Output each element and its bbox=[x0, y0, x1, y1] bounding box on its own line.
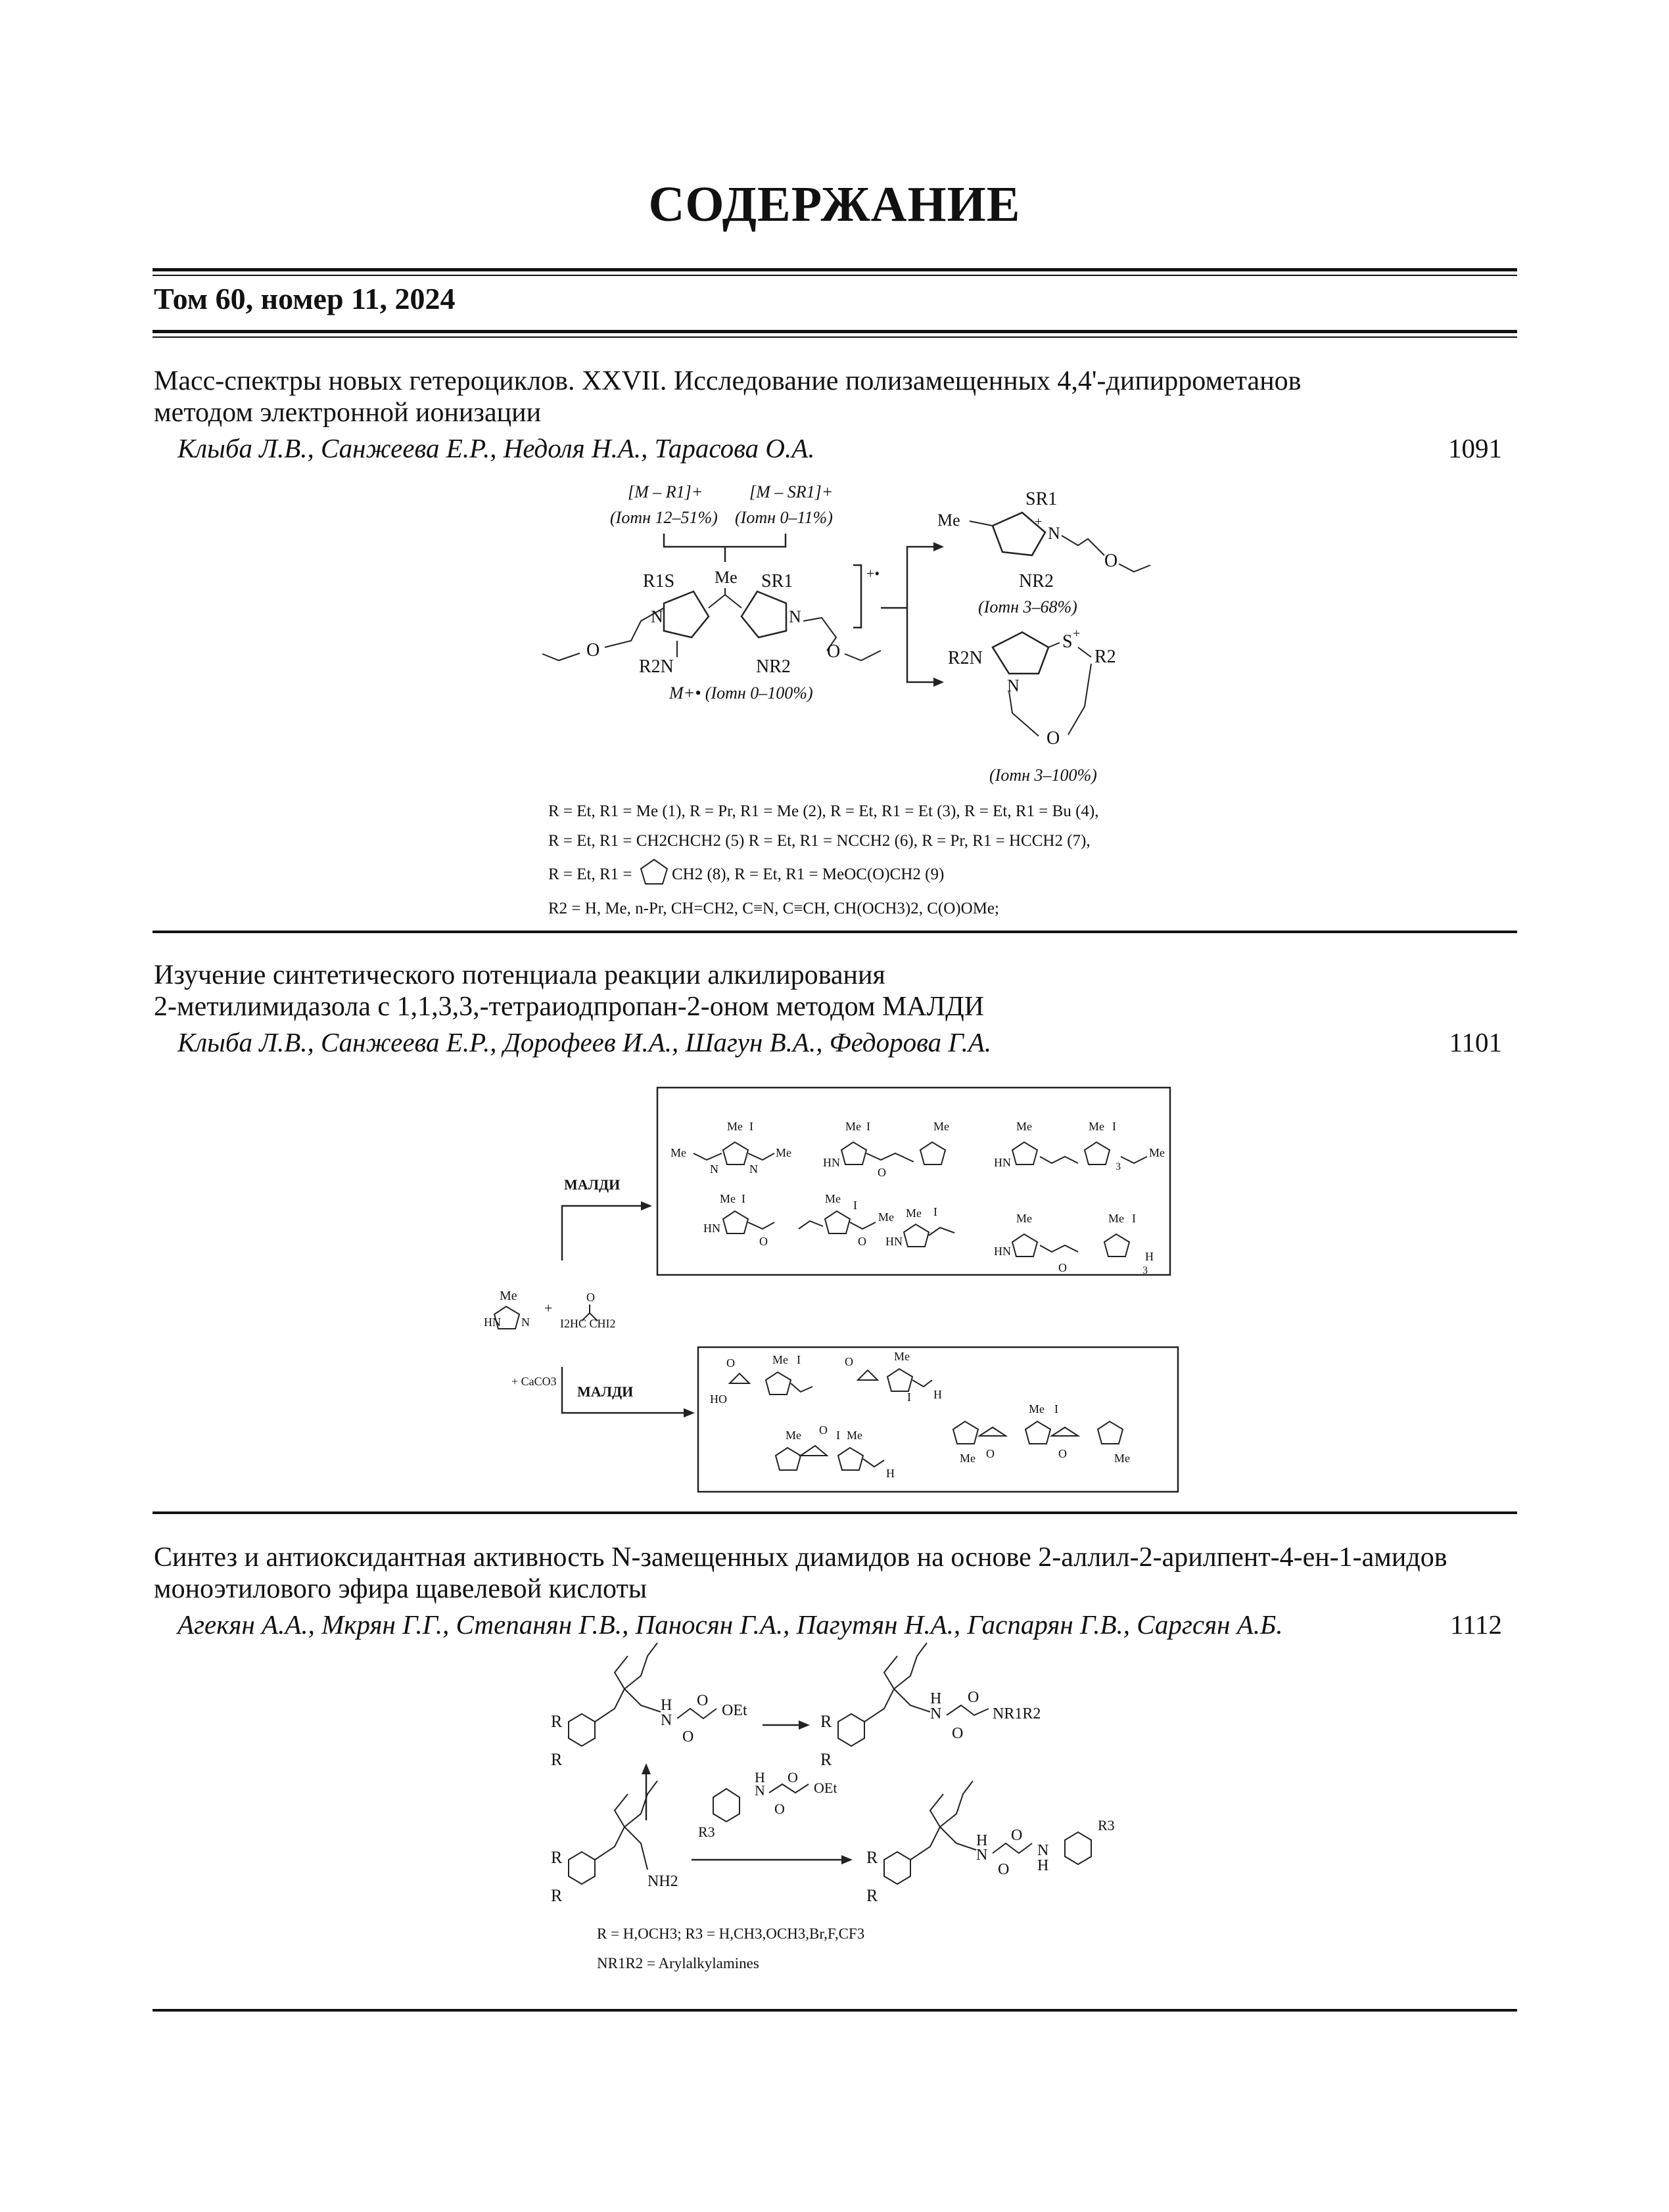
svg-text:HN: HN bbox=[994, 1156, 1011, 1169]
svg-text:Me: Me bbox=[1016, 1212, 1032, 1225]
svg-text:O: O bbox=[697, 1692, 709, 1709]
svg-text:I: I bbox=[1112, 1120, 1116, 1133]
arrow-head bbox=[841, 1855, 853, 1864]
svg-text:HN: HN bbox=[885, 1235, 903, 1248]
svg-text:HN: HN bbox=[823, 1156, 840, 1169]
svg-text:I: I bbox=[749, 1120, 753, 1133]
svg-text:O: O bbox=[986, 1447, 995, 1460]
article-authors: Клыба Л.В., Санжеева Е.Р., Дорофеев И.А., Шагун В.А., Федорова Г.А. bbox=[177, 1027, 992, 1057]
legend-line: NR1R2 = Arylalkylamines bbox=[597, 1955, 759, 1971]
svg-text:I: I bbox=[1132, 1212, 1136, 1225]
sr1-label: SR1 bbox=[761, 571, 793, 591]
o-label: O bbox=[1104, 551, 1118, 571]
ion2-intensity: (Iотн 0–11%) bbox=[735, 508, 833, 527]
svg-text:R: R bbox=[551, 1848, 563, 1867]
me-bridge-label: Me bbox=[715, 568, 738, 587]
n-label: N bbox=[521, 1316, 530, 1329]
svg-text:N: N bbox=[749, 1163, 758, 1176]
article-title-line: Масс-спектры новых гетероциклов. XXVII. Исследование полизамещенных 4,4'-дипиррометанов bbox=[154, 366, 1302, 396]
svg-text:Me: Me bbox=[1089, 1120, 1104, 1133]
legend-line: R = Et, R1 = bbox=[548, 865, 632, 883]
svg-text:O: O bbox=[819, 1423, 828, 1437]
svg-text:O: O bbox=[682, 1728, 694, 1745]
svg-text:O: O bbox=[998, 1861, 1010, 1878]
svg-text:O: O bbox=[787, 1769, 798, 1786]
svg-text:N: N bbox=[1037, 1842, 1049, 1859]
svg-text:R: R bbox=[551, 1750, 563, 1769]
svg-text:I: I bbox=[1054, 1402, 1058, 1416]
page-title: СОДЕРЖАНИЕ bbox=[648, 177, 1021, 232]
svg-text:Me: Me bbox=[825, 1192, 841, 1205]
svg-text:Me: Me bbox=[720, 1192, 736, 1205]
svg-text:H: H bbox=[1145, 1250, 1154, 1263]
svg-text:Me: Me bbox=[960, 1452, 976, 1465]
article-authors: Агекян А.А., Мкрян Г.Г., Степанян Г.В., Паносян Г.А., Пагутян Н.А., Гаспарян Г.В., Саргсян А.Б. bbox=[177, 1609, 1283, 1640]
svg-text:NH2: NH2 bbox=[647, 1873, 678, 1890]
svg-text:3: 3 bbox=[1116, 1161, 1121, 1172]
svg-text:H: H bbox=[933, 1388, 942, 1401]
hn-label: HN bbox=[484, 1316, 501, 1329]
maldi-label: МАЛДИ bbox=[564, 1176, 621, 1193]
svg-text:N: N bbox=[661, 1712, 672, 1729]
radical-cation-sign: +• bbox=[866, 565, 880, 582]
svg-text:O: O bbox=[1058, 1261, 1067, 1274]
svg-text:R3: R3 bbox=[698, 1824, 715, 1840]
svg-text:I: I bbox=[907, 1391, 911, 1404]
svg-text:Me: Me bbox=[878, 1210, 894, 1224]
svg-text:I: I bbox=[853, 1199, 857, 1212]
s-label: S bbox=[1062, 632, 1073, 652]
nr2-label: NR2 bbox=[1019, 571, 1054, 591]
legend-line: R2 = H, Me, n-Pr, CH=CH2, C≡N, C≡CH, CH(OCH3)2, C(O)OMe; bbox=[548, 900, 999, 917]
maldi-label: МАЛДИ bbox=[577, 1383, 634, 1400]
me-label: Me bbox=[937, 511, 960, 530]
r2n-label: R2N bbox=[639, 657, 674, 677]
legend-line: CH2 (8), R = Et, R1 = MeOC(O)CH2 (9) bbox=[672, 865, 945, 883]
svg-text:R: R bbox=[551, 1712, 563, 1731]
svg-text:H: H bbox=[661, 1697, 672, 1714]
svg-text:Me: Me bbox=[894, 1350, 910, 1363]
svg-text:I: I bbox=[836, 1429, 840, 1442]
svg-text:Me: Me bbox=[847, 1429, 862, 1442]
svg-text:R: R bbox=[820, 1750, 832, 1769]
svg-text:3: 3 bbox=[1142, 1265, 1148, 1276]
svg-text:I: I bbox=[741, 1192, 745, 1205]
svg-text:Me: Me bbox=[1149, 1146, 1165, 1159]
article-title-line: 2-метилимидазола с 1,1,3,3,-тетраиодпропан-2-оном методом МАЛДИ bbox=[154, 992, 985, 1022]
issue-heading: Том 60, номер 11, 2024 bbox=[154, 282, 456, 315]
svg-text:Me: Me bbox=[670, 1146, 686, 1159]
article-page-number[interactable]: 1101 bbox=[1449, 1027, 1502, 1057]
r2-label: R2 bbox=[1094, 647, 1116, 667]
svg-text:Me: Me bbox=[1016, 1120, 1032, 1133]
diamide-structure bbox=[820, 1643, 1041, 1769]
o-label: O bbox=[827, 641, 841, 662]
plus-sign: + bbox=[1035, 515, 1043, 529]
svg-text:N: N bbox=[755, 1782, 765, 1799]
svg-text:H: H bbox=[976, 1832, 988, 1849]
svg-text:Me: Me bbox=[1029, 1402, 1045, 1416]
legend-line: R = Et, R1 = Me (1), R = Pr, R1 = Me (2), R = Et, R1 = Et (3), R = Et, R1 = Bu (4), bbox=[548, 802, 1099, 820]
svg-text:O: O bbox=[968, 1689, 979, 1706]
svg-text:H: H bbox=[886, 1467, 895, 1480]
aryl-diamide-structure bbox=[866, 1781, 1115, 1905]
n-label: N bbox=[1048, 524, 1060, 543]
article-title-line: методом электронной ионизации bbox=[154, 398, 542, 428]
amine-structure bbox=[551, 1781, 678, 1905]
svg-text:I: I bbox=[866, 1120, 870, 1133]
svg-text:O: O bbox=[774, 1801, 785, 1817]
svg-text:O: O bbox=[726, 1356, 735, 1370]
svg-text:OEt: OEt bbox=[722, 1702, 747, 1719]
article-authors: Клыба Л.В., Санжеева Е.Р., Недоля Н.А., Тарасова О.А. bbox=[177, 433, 815, 463]
svg-text:HO: HO bbox=[710, 1393, 727, 1406]
ion1-intensity: (Iотн 12–51%) bbox=[610, 508, 718, 527]
product-2-intensity: (Iотн 3–100%) bbox=[989, 766, 1097, 785]
plus-sign: + bbox=[544, 1300, 553, 1316]
article-divider bbox=[153, 2009, 1517, 2012]
n-label: N bbox=[789, 607, 801, 626]
svg-text:HN: HN bbox=[703, 1222, 720, 1235]
product-1-intensity: (Iотн 3–68%) bbox=[978, 597, 1077, 616]
svg-text:N: N bbox=[930, 1705, 942, 1722]
svg-text:Me: Me bbox=[933, 1120, 949, 1133]
svg-text:OEt: OEt bbox=[814, 1780, 837, 1796]
nr2-label: NR2 bbox=[756, 657, 791, 677]
article-title-line: Изучение синтетического потенциала реакции алкилирования bbox=[154, 960, 885, 990]
article-title-line: моноэтилового эфира щавелевой кислоты bbox=[154, 1574, 647, 1604]
me-label: Me bbox=[500, 1289, 517, 1303]
svg-text:O: O bbox=[1058, 1447, 1067, 1460]
o-label: O bbox=[1046, 728, 1060, 749]
molecular-ion-label: M+• (Iотн 0–100%) bbox=[669, 683, 813, 703]
r1s-label: R1S bbox=[643, 571, 675, 591]
svg-text:H: H bbox=[930, 1690, 942, 1707]
svg-text:I: I bbox=[933, 1205, 937, 1218]
svg-text:I: I bbox=[797, 1353, 801, 1366]
article-page-number[interactable]: 1112 bbox=[1450, 1609, 1502, 1640]
svg-text:H: H bbox=[755, 1769, 765, 1786]
reagent-label: I2HC CHI2 bbox=[560, 1317, 616, 1330]
svg-text:Me: Me bbox=[845, 1120, 861, 1133]
svg-text:N: N bbox=[976, 1847, 988, 1864]
svg-text:Me: Me bbox=[786, 1429, 801, 1442]
svg-text:Me: Me bbox=[727, 1120, 743, 1133]
caco3-label: + CaCO3 bbox=[511, 1375, 557, 1388]
ion1-label: [M – R1]+ bbox=[628, 482, 703, 501]
n-label: N bbox=[1007, 676, 1020, 695]
article-title-line: Синтез и антиоксидантная активность N-замещенных диамидов на основе 2-аллил-2-арилпент-4-ен-1-амидов bbox=[154, 1542, 1447, 1573]
arrow-head bbox=[642, 1763, 651, 1774]
svg-text:N: N bbox=[710, 1163, 718, 1176]
o-label: O bbox=[586, 1291, 595, 1304]
svg-text:R3: R3 bbox=[1098, 1817, 1115, 1833]
svg-text:Me: Me bbox=[906, 1207, 922, 1220]
article-page-number[interactable]: 1091 bbox=[1448, 433, 1502, 463]
plus-sign: + bbox=[1073, 626, 1081, 641]
r2n-label: R2N bbox=[948, 648, 983, 668]
o-label: O bbox=[586, 640, 600, 660]
svg-text:NR1R2: NR1R2 bbox=[993, 1705, 1041, 1722]
svg-text:Me: Me bbox=[1108, 1212, 1124, 1225]
svg-text:H: H bbox=[1037, 1857, 1049, 1874]
svg-text:R: R bbox=[820, 1712, 832, 1731]
ester-structure bbox=[551, 1643, 747, 1769]
svg-text:R: R bbox=[866, 1848, 878, 1867]
svg-text:O: O bbox=[858, 1235, 866, 1248]
arrow-head bbox=[799, 1720, 810, 1730]
ion2-label: [M – SR1]+ bbox=[749, 482, 834, 501]
svg-text:O: O bbox=[878, 1166, 886, 1179]
svg-text:O: O bbox=[845, 1355, 853, 1368]
legend-line: R = Et, R1 = CH2CHCH2 (5) R = Et, R1 = NCCH2 (6), R = Pr, R1 = HCCH2 (7), bbox=[548, 832, 1091, 850]
svg-text:O: O bbox=[759, 1235, 768, 1248]
svg-text:R: R bbox=[866, 1886, 878, 1905]
svg-text:O: O bbox=[952, 1725, 964, 1742]
svg-text:O: O bbox=[1011, 1827, 1023, 1844]
svg-text:R: R bbox=[551, 1886, 563, 1905]
svg-text:HN: HN bbox=[994, 1245, 1011, 1258]
sr1-label: SR1 bbox=[1025, 489, 1058, 509]
oxamate-reagent bbox=[698, 1769, 837, 1840]
svg-text:Me: Me bbox=[1114, 1452, 1130, 1465]
svg-text:Me: Me bbox=[772, 1353, 788, 1366]
legend-line: R = H,OCH3; R3 = H,CH3,OCH3,Br,F,CF3 bbox=[597, 1925, 865, 1942]
n-label: N bbox=[651, 607, 663, 626]
svg-text:Me: Me bbox=[776, 1146, 791, 1159]
